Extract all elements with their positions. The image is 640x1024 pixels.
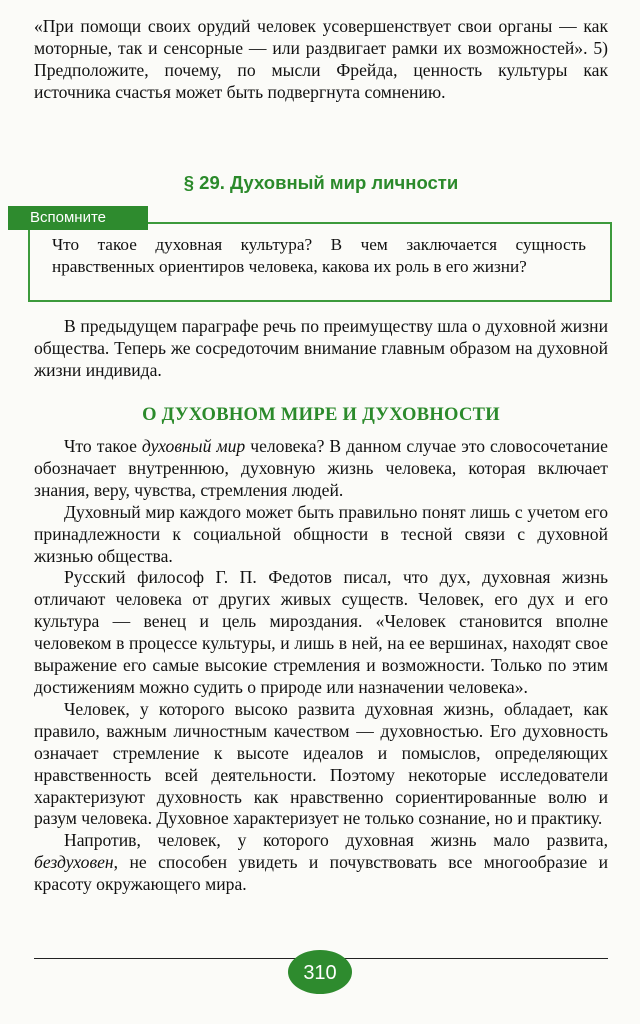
body-paragraph-3: Русский философ Г. П. Федотов писал, что дух, духовная жизнь отличают человека от других живых существ. Человек, его дух и его культура — венец и цель мироздания. «Человек становится вполне человеком в процессе культуры, и лишь в ней, на ее вершинах, находят свое выражение его самые высокие стремления и возможности. Только по этим достижениям можно судить о природе или назначении человека». <box>34 567 608 697</box>
term-spiritual-world: духовный мир <box>141 436 246 456</box>
body-paragraph-5 <box>34 830 608 896</box>
body-paragraph-2: Духовный мир каждого может быть правильно понят лишь с учетом его принадлежности к социальной общности в тесной связи с духовной жизнью общества. <box>34 501 608 566</box>
remember-questions: Что такое духовная культура? В чем заключается сущность нравственных ориентиров человека, какова их роль в его жизни? <box>52 235 586 276</box>
term-soulless: бездуховен <box>34 852 114 873</box>
remember-label: Вспомните <box>8 206 148 230</box>
page-number: 310 <box>288 950 352 994</box>
body-paragraph-1 <box>34 436 608 502</box>
p5-after: , не способен увидеть и почувствовать все многообразие и красоту окружающего мира. <box>34 852 608 895</box>
p1-before: Что такое <box>64 436 142 456</box>
intro-paragraph: «При помощи своих орудий человек усовершенствует свои органы — как моторные, так и сенсорные — или раздвигает рамки их возможностей». 5) Предположите, почему, по мысли Фрейда, ценность культуры как источника счастья может быть подвергнута сомнению. <box>34 16 608 102</box>
body-paragraph-4: Человек, у которого высоко развита духовная жизнь, обладает, как правило, важным личностным качеством — духовностью. Его духовность означает стремление к высоте идеалов и помыслов, определяющих нравственность всей деятельности. Поэтому некоторые исследователи характеризуют духовность как нравственно сориентированные волю и разум человека. Духовное характеризует не только сознание, но и практику. <box>34 698 608 829</box>
lead-paragraph: В предыдущем параграфе речь по преимуществу шла о духовной жизни общества. Теперь же сосредоточим внимание главным образом на духовной жизни индивида. <box>34 316 608 380</box>
section-title: § 29. Духовный мир личности <box>183 172 459 193</box>
p5-before: Напротив, человек, у которого духовная жизнь мало развита, <box>64 830 608 851</box>
body-text <box>34 436 608 896</box>
subheading: О ДУХОВНОМ МИРЕ И ДУХОВНОСТИ <box>142 405 500 425</box>
p1-after: человека? В данном случае это словосочетание обозначает внутреннюю, духовную жизнь человека, которая включает знания, веру, чувства, стремления людей. <box>34 436 608 500</box>
